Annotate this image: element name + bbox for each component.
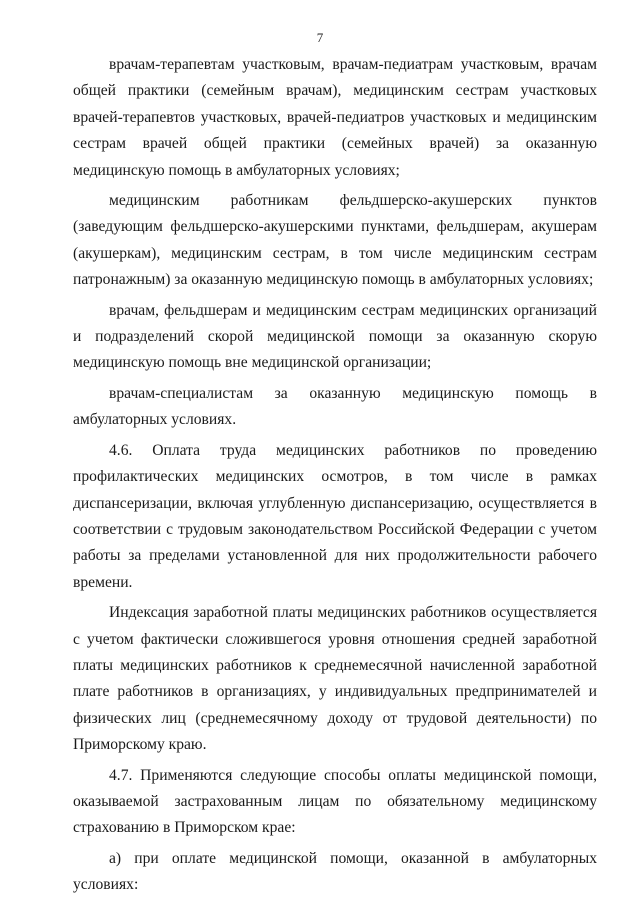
paragraph-section-4-7: 4.7. Применяются следующие способы оплаты медицинской помощи, оказываемой застрахованным лицам по обязательному медицинскому страхованию в Приморском крае:: [73, 766, 597, 837]
paragraph-physicians-list: врачам-терапевтам участковым, врачам-педиатрам участковым, врачам общей практики (семейным врачам), медицинским сестрам участковых врачей-терапевтов участковых, врачей-педиатров участковых и медицинским сестрам врачей общей практики (семейных врачей) за оказанную медицинскую помощь в амбулаторных условиях;: [73, 56, 597, 179]
paragraph-salary-indexation: Индексация заработной платы медицинских работников осуществляется с учетом фактически сложившегося уровня отношения средней заработной платы медицинских работников к среднемесячной начисленной заработной плате работников в организациях, у индивидуальных предпринимателей и физических лиц (среднемесячному доходу от трудовой деятельности) по Приморскому краю.: [73, 604, 597, 754]
paragraph-section-4-6: 4.6. Оплата труда медицинских работников по проведению профилактических медицинских осмотров, в том числе в рамках диспансеризации, включая углубленную диспансеризацию, осуществляется в соответствии с трудовым законодательством Российской Федерации с учетом работы за пределами установленной для них продолжительности рабочего времени.: [73, 441, 597, 591]
paragraph-emergency-workers: врачам, фельдшерам и медицинским сестрам медицинских организаций и подразделений скорой медицинской помощи за оказанную скорую медицинскую помощь вне медицинской организации;: [73, 301, 597, 372]
page-number: 7: [316, 30, 324, 45]
paragraph-item-a: а) при оплате медицинской помощи, оказанной в амбулаторных условиях:: [73, 849, 597, 894]
document-body: [73, 52, 597, 903]
paragraph-feldsher-workers: медицинским работникам фельдшерско-акушерских пунктов (заведующим фельдшерско-акушерскими пунктами, фельдшерам, акушерам (акушеркам), медицинским сестрам, в том числе медицинским сестрам патронажным) за оказанную медицинскую помощь в амбулаторных условиях;: [73, 192, 597, 289]
paragraph-specialists: врачам-специалистам за оказанную медицинскую помощь в амбулаторных условиях.: [73, 384, 597, 429]
